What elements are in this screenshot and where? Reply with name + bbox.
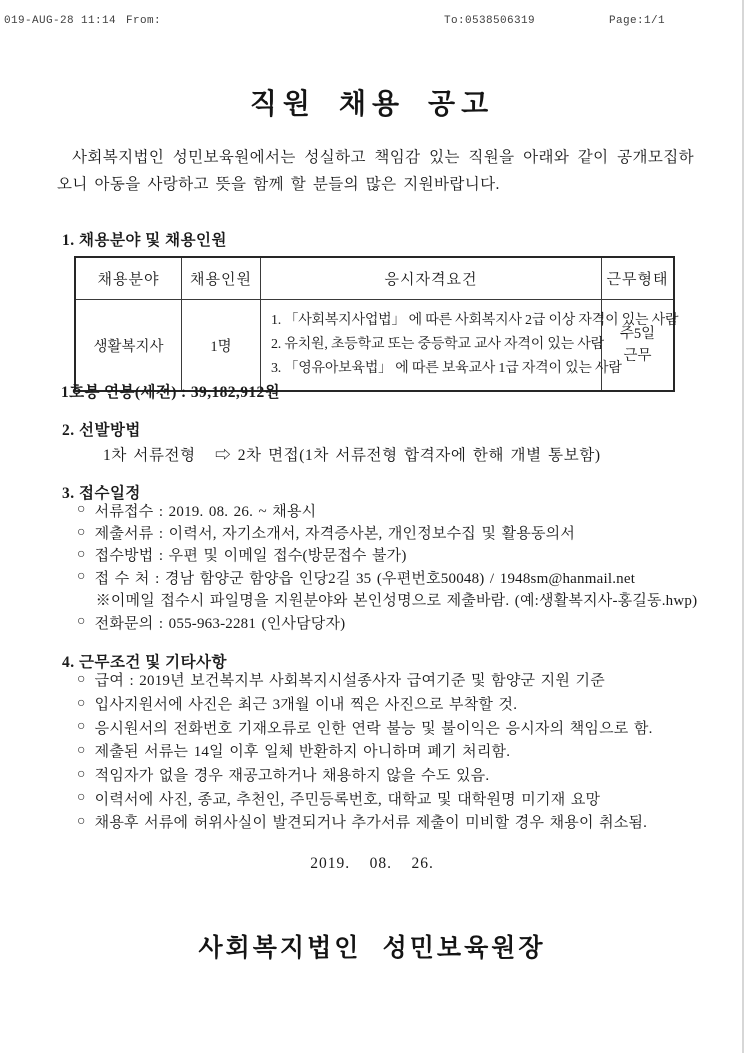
fax-page-indicator: Page:1/1 [609,15,666,27]
circle-bullet-icon: ○ [77,742,86,758]
list-item-text: 이력서에 사진, 종교, 추천인, 주민등록번호, 대학교 및 대학원명 미기재 요망 [94,791,601,808]
signature-line: 사회복지법인 성민보육원장 [198,935,546,962]
section4-heading: 4. 근무조건 및 기타사항 [62,654,228,671]
condition-item-cancellation [77,810,653,834]
condition-item-phone-error [77,715,653,739]
schedule-item-phone [77,611,697,633]
fax-header [0,15,744,31]
table-row [75,300,674,392]
intro-paragraph: 사회복지법인 성민보육원에서는 성실하고 책임감 있는 직원을 아래와 같이 공개모집하오니 아동을 사랑하고 뜻을 함께 할 분들의 많은 지원바랍니다. [57,149,694,193]
col-header-field: 채용분야 [75,257,182,300]
list-item-text: 제출서류 : 이력서, 자기소개서, 자격증사본, 개인정보수집 및 활용동의서 [94,526,576,543]
schedule-list [77,499,697,633]
schedule-item-address [77,566,697,588]
col-header-count: 채용인원 [182,257,261,300]
document-title: 직원 채용 공고 [249,89,495,120]
list-item-text: 입사지원서에 사진은 최근 3개월 이내 찍은 사진으로 부착할 것. [94,697,518,714]
qualification-line: 3. 「영유아보육법」 에 따른 보육교사 1급 자격이 있는 사람 [271,361,622,376]
list-item-text: 적임자가 없을 경우 재공고하거나 채용하지 않을 수도 있음. [94,768,490,785]
circle-bullet-icon: ○ [77,546,86,562]
conditions-list [77,668,653,834]
fax-datetime: 019-AUG-28 11:14 [4,15,117,27]
list-item-text: 접수방법 : 우편 및 이메일 접수(방문접수 불가) [94,548,407,565]
recruitment-table [74,256,679,392]
email-filename-note [77,589,697,611]
condition-item-reannounce [77,763,653,787]
section1-heading: 1. 채용분야 및 채용인원 [62,232,228,249]
col-header-qualifications: 응시자격요건 [261,257,602,300]
salary-note: 1호봉 연봉(세전) : 39,182,912원 [61,384,281,401]
fax-to-number: To:0538506319 [444,15,536,27]
circle-bullet-icon: ○ [77,813,86,829]
qualification-line: 1. 「사회복지사업법」 에 따른 사회복지사 2급 이상 자격이 있는 사람 [271,313,679,328]
table-header-row [75,257,674,300]
section2-heading: 2. 선발방법 [62,422,141,439]
circle-bullet-icon: ○ [77,524,86,540]
schedule-item-receipt-period [77,499,697,521]
circle-bullet-icon: ○ [77,695,86,711]
condition-item-photo [77,692,653,716]
list-item-text: 급여 : 2019년 보건복지부 사회복지시설종사자 급여기준 및 함양군 지원 기준 [94,673,605,690]
circle-bullet-icon: ○ [77,766,86,782]
note-text: ※이메일 접수시 파일명을 지원분야와 본인성명으로 제출바람. (예:생활복지사-홍길동.hwp) [95,593,698,610]
list-item-text: 채용후 서류에 허위사실이 발견되거나 추가서류 제출이 미비할 경우 채용이 취소됨. [94,815,648,832]
cell-worktype: 주5일 근무 [602,300,675,392]
schedule-item-documents [77,521,697,543]
circle-bullet-icon: ○ [77,502,86,518]
list-item-text: 전화문의 : 055-963-2281 (인사담당자) [94,615,346,632]
section3-heading: 3. 접수일정 [62,485,141,502]
list-item-text: 응시원서의 전화번호 기재오류로 인한 연락 불능 및 불이익은 응시자의 책임으로 함. [94,720,653,737]
circle-bullet-icon: ○ [77,790,86,806]
selection-process-line: 1차 서류전형 ⇨ 2차 면접(1차 서류전형 합격자에 한해 개별 통보함) [103,447,601,464]
circle-bullet-icon: ○ [77,569,86,585]
list-item-text: 접 수 처 : 경남 함양군 함양읍 인당2길 35 (우편번호50048) / 1948sm@hanmail.net [94,570,636,587]
condition-item-no-return [77,739,653,763]
col-header-worktype: 근무형태 [602,257,675,300]
document-date: 2019. 08. 26. [310,855,434,872]
cell-count: 1명 [182,300,261,392]
fax-from-label: From: [126,15,162,27]
circle-bullet-icon: ○ [77,614,86,630]
circle-bullet-icon: ○ [77,719,86,735]
list-item-text: 서류접수 : 2019. 08. 26. ~ 채용시 [94,503,317,520]
circle-bullet-icon: ○ [77,671,86,687]
cell-field: 생활복지사 [75,300,182,392]
list-item-text: 제출된 서류는 14일 이후 일체 반환하지 아니하며 폐기 처리함. [94,744,511,761]
qualification-line: 2. 유치원, 초등학교 또는 중등학교 교사 자격이 있는 사람 [271,337,604,352]
condition-item-salary [77,668,653,692]
condition-item-resume-omit [77,786,653,810]
schedule-item-method [77,544,697,566]
